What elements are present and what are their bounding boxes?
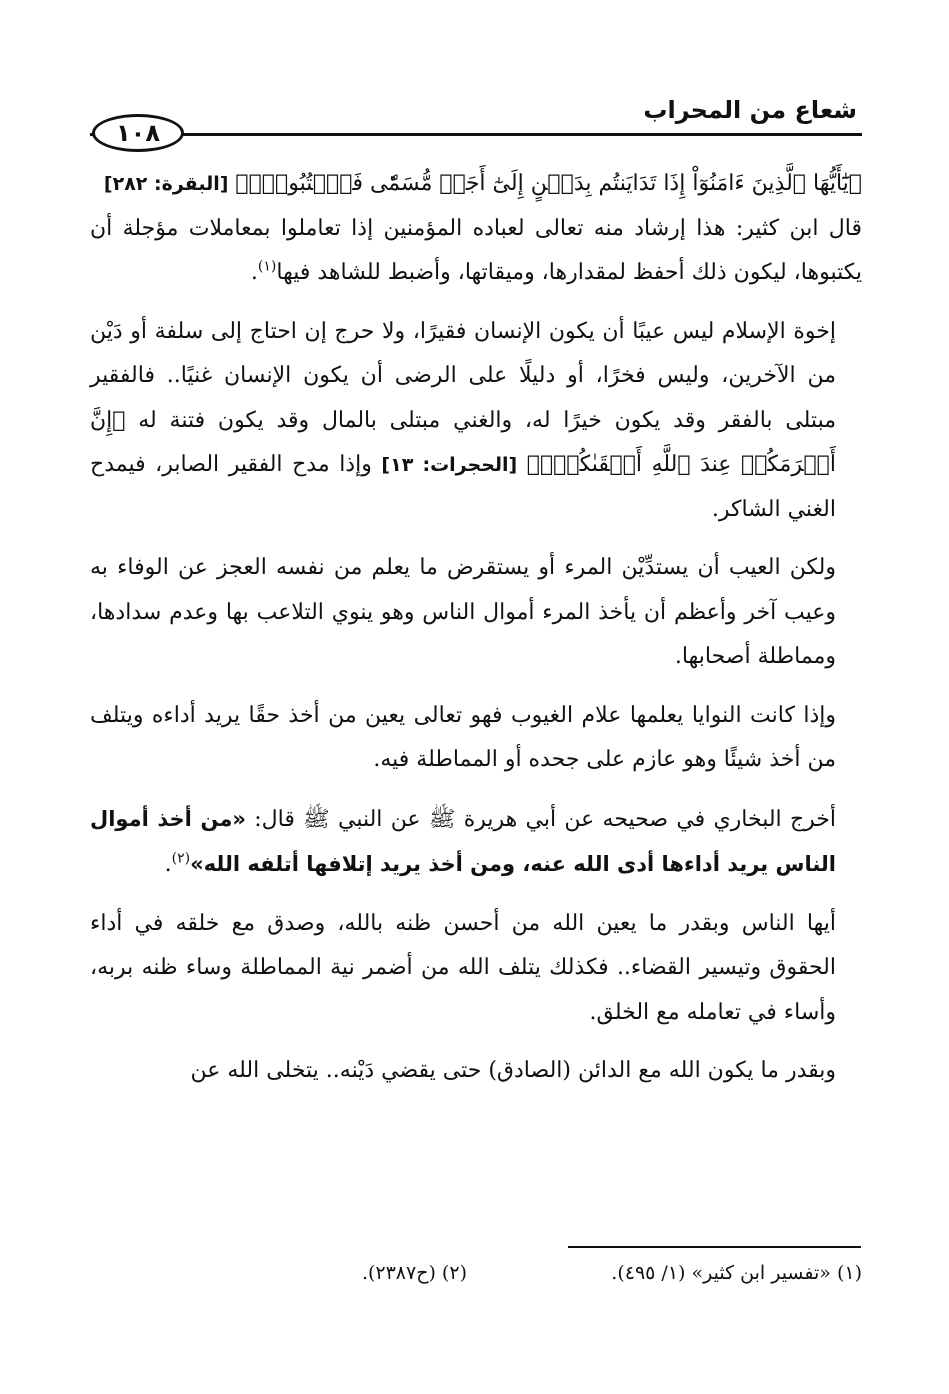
verse-reference: [الحجرات: ١٣] bbox=[381, 454, 518, 476]
page-number: ١٠٨ bbox=[92, 114, 184, 152]
paragraph-8 bbox=[90, 1049, 862, 1094]
paragraph-text: وبقدر ما يكون الله مع الدائن (الصادق) حتى يقضي دَيْنه.. يتخلى الله عن bbox=[190, 1058, 836, 1083]
paragraph-end: . bbox=[164, 852, 172, 877]
footnote-rule bbox=[568, 1246, 861, 1248]
paragraph-4 bbox=[90, 546, 862, 680]
paragraph-text: إخوة الإسلام ليس عيبًا أن يكون الإنسان فقيرًا، ولا حرج إن احتاج إلى سلفة أو دَيْن من الآخرين، وليس فخرًا، أو دليلًا على الرضى أن يكون الإنسان غنيًا.. فالفقير مبتلى بالفقر وقد يكون خيرًا له، والغني مبتلى بالمال وقد يكون فتنة له bbox=[90, 318, 836, 433]
paragraph-1 bbox=[90, 162, 862, 207]
paragraph-6 bbox=[90, 797, 862, 888]
footnote-1: (١) «تفسير ابن كثير» (١/ ٤٩٥). bbox=[611, 1262, 862, 1284]
paragraph-5 bbox=[90, 694, 862, 783]
verse-reference: [البقرة: ٢٨٢] bbox=[103, 173, 229, 195]
paragraph-2 bbox=[90, 207, 862, 296]
paragraph-text: أخرج البخاري في صحيحه عن أبي هريرة ﷺ عن النبي ﷺ قال: bbox=[254, 806, 836, 832]
footnote-marker[interactable]: (٢) bbox=[171, 850, 191, 867]
body-text bbox=[90, 162, 862, 1094]
header-rule bbox=[90, 133, 862, 136]
footnote-2: (٢) (ح٢٣٨٧). bbox=[361, 1262, 467, 1284]
paragraph-text: وإذا مدح الفقير الصابر، فيمدح الغني الشاكر. bbox=[90, 452, 836, 522]
paragraph-7 bbox=[90, 902, 862, 1036]
paragraph-text: وإذا كانت النوايا يعلمها علام الغيوب فهو تعالى يعين من أخذ حقًا يريد أداءه ويتلف من أخذ شيئًا وهو عازم على جحده أو المماطلة فيه. bbox=[90, 702, 836, 772]
footnote-marker[interactable]: (١) bbox=[257, 258, 277, 275]
paragraph-3 bbox=[90, 310, 862, 533]
paragraph-end: . bbox=[250, 260, 258, 285]
paragraph-text: ولكن العيب أن يستدِّيْن المرء أو يستقرض ما يعلم من نفسه العجز عن الوفاء به وعيب آخر وأعظم أن يأخذ المرء أموال الناس وهو ينوي التلاعب بها وعدم سدادها، ومماطلة أصحابها. bbox=[90, 555, 836, 669]
paragraph-text: أيها الناس وبقدر ما يعين الله من أحسن ظنه بالله، وصدق مع خلقه في أداء الحقوق وتيسير القضاء.. فكذلك يتلف الله من أضمر نية المماطلة وساء ظنه بربه، وأساء في تعامله مع الخلق. bbox=[90, 910, 836, 1025]
quran-verse: ﴿إِنَّ أَكۡرَمَكُمۡ عِندَ ٱللَّهِ أَتۡقَىٰكُمۡۚ﴾ bbox=[90, 407, 836, 477]
quran-verse: ﴿يَٰٓأَيُّهَا ٱلَّذِينَ ءَامَنُوٓاْ إِذَا تَدَايَنتُم بِدَيۡنٍ إِلَىٰٓ أَجَلٖ مُّسَمّٗى فَٱكۡتُبُوهُۚ﴾ bbox=[235, 171, 862, 196]
footnotes bbox=[90, 1262, 862, 1302]
paragraph-text: قال ابن كثير: هذا إرشاد منه تعالى لعباده المؤمنين إذا تعاملوا بمعاملات مؤجلة أن يكتبوها، ليكون ذلك أحفظ لمقدارها، وميقاتها، وأضبط للشاهد فيها bbox=[90, 215, 862, 285]
hadith-quote: «من أخذ أموال الناس يريد أداءها أدى الله عنه، ومن أخذ يريد إتلافها أتلفه الله» bbox=[90, 806, 836, 876]
running-header-title: شعاع من المحراب bbox=[643, 96, 857, 124]
